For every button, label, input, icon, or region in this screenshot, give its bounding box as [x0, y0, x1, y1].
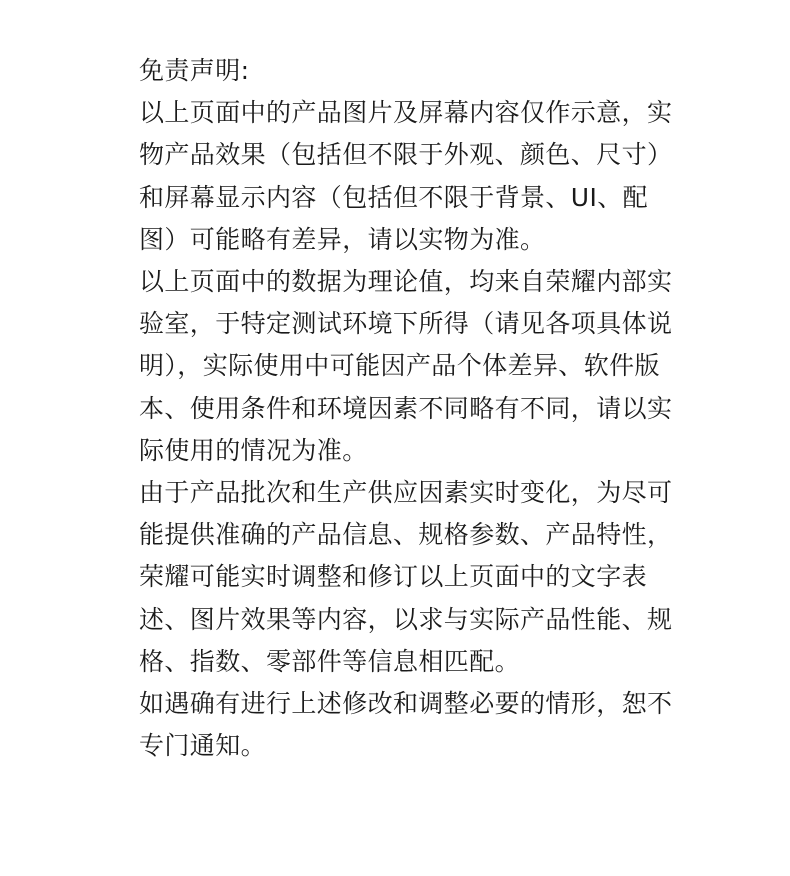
disclaimer-line: 荣耀可能实时调整和修订以上页面中的文字表 [139, 562, 648, 592]
disclaimer-line: 以上页面中的数据为理论值，均来自荣耀内部实 [139, 267, 673, 297]
disclaimer-line: 验室，于特定测试环境下所得（请见各项具体说 [139, 309, 673, 339]
disclaimer-line: 如遇确有进行上述修改和调整必要的情形，恕不 [139, 689, 673, 719]
disclaimer-line: 以上页面中的产品图片及屏幕内容仅作示意，实 [139, 98, 673, 128]
disclaimer-line: 能提供准确的产品信息、规格参数、产品特性， [139, 520, 673, 550]
disclaimer-line: 和屏幕显示内容（包括但不限于背景、UI、配 [139, 182, 649, 212]
disclaimer-line: 物产品效果（包括但不限于外观、颜色、尺寸） [139, 140, 673, 170]
disclaimer-line: 述、图片效果等内容，以求与实际产品性能、规 [139, 604, 673, 634]
disclaimer-line: 际使用的情况为准。 [139, 435, 368, 465]
disclaimer-title: 免责声明: [139, 56, 250, 85]
disclaimer-line: 由于产品批次和生产供应因素实时变化，为尽可 [139, 478, 673, 508]
disclaimer-line: 明），实际使用中可能因产品个体差异、软件版 [139, 351, 660, 381]
disclaimer-line: 专门通知。 [139, 731, 267, 761]
disclaimer-text-block [139, 50, 684, 767]
disclaimer-line: 图）可能略有差异，请以实物为准。 [139, 224, 546, 254]
disclaimer-line: 格、指数、零部件等信息相匹配。 [139, 646, 521, 676]
disclaimer-line: 本、使用条件和环境因素不同略有不同，请以实 [139, 393, 673, 423]
